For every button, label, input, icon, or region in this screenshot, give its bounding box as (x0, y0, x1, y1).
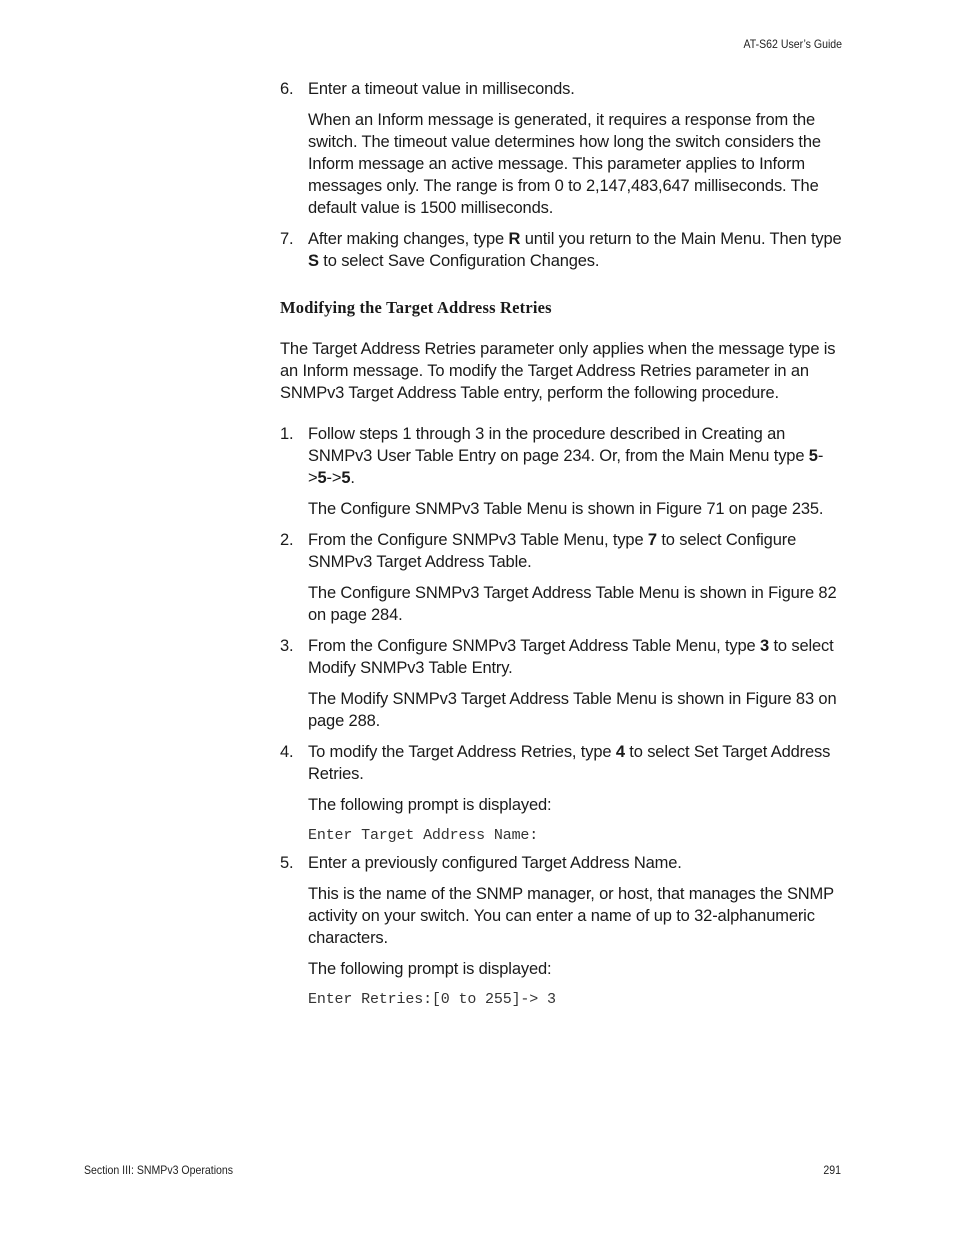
step-text: After making changes, type (308, 230, 509, 248)
key-5: 5 (808, 447, 818, 465)
step-text: to select Modify SNMPv3 Table Entry. (308, 637, 834, 677)
running-header: AT-S62 User’s Guide (743, 37, 842, 51)
step-6-detail: When an Inform message is generated, it requires a response from the switch. The timeout value determines how long the switch considers the Inform message an active message. This parameter applies to Inform messages only. The range is from 0 to 2,147,483,647 milliseconds. The default value is 1500 milliseconds. (308, 111, 821, 217)
step-text: to select Save Configuration Changes. (318, 252, 600, 270)
step-1 (280, 423, 845, 489)
footer-section: Section III: SNMPv3 Operations (84, 1163, 234, 1177)
footer-page-number: 291 (823, 1163, 841, 1177)
step-3-detail: The Modify SNMPv3 Target Address Table Menu is shown in Figure 83 on page 288. (308, 690, 837, 730)
key-s: S (308, 252, 319, 270)
step-1-detail: The Configure SNMPv3 Table Menu is shown in Figure 71 on page 235. (308, 500, 824, 518)
step-text: to select Configure SNMPv3 Target Address Table. (308, 531, 797, 571)
step-text-end: . (350, 469, 355, 487)
step-number: 3. (280, 637, 294, 655)
step-number: 4. (280, 743, 294, 761)
step-text: To modify the Target Address Retries, type (308, 743, 616, 761)
step-2 (280, 529, 845, 573)
step-number: 7. (280, 230, 294, 248)
step-number: 2. (280, 531, 294, 549)
key-5: 5 (317, 469, 327, 487)
step-6 (280, 78, 845, 100)
step-text: to select Set Target Address Retries. (308, 743, 831, 783)
prompt-retries: Enter Retries:[0 to 255]-> 3 (308, 991, 556, 1008)
page-content (280, 78, 845, 1016)
step-text: From the Configure SNMPv3 Target Address Table Menu, type (308, 637, 761, 655)
key-separator: -> (326, 469, 342, 487)
step-number: 6. (280, 80, 294, 98)
key-7: 7 (647, 531, 657, 549)
section-heading: Modifying the Target Address Retries (280, 298, 552, 317)
step-3 (280, 635, 845, 679)
step-text: Enter a previously configured Target Address Name. (308, 854, 682, 872)
key-3: 3 (760, 637, 770, 655)
prompt-target-address-name: Enter Target Address Name: (308, 827, 539, 844)
step-5 (280, 852, 845, 874)
step-text: Enter a timeout value in milliseconds. (308, 80, 575, 98)
step-text: Follow steps 1 through 3 in the procedure described in Creating an SNMPv3 User Table Entry on page 234. Or, from the Main Menu type (308, 425, 809, 465)
key-4: 4 (615, 743, 625, 761)
step-4-detail: The following prompt is displayed: (308, 796, 552, 814)
step-5-detail-2: The following prompt is displayed: (308, 960, 552, 978)
step-text: until you return to the Main Menu. Then type (520, 230, 842, 248)
step-number: 5. (280, 854, 294, 872)
key-separator: -> (308, 447, 824, 487)
step-7 (280, 228, 845, 272)
key-5: 5 (341, 469, 351, 487)
step-text: From the Configure SNMPv3 Table Menu, type (308, 531, 648, 549)
step-number: 1. (280, 425, 294, 443)
key-r: R (508, 230, 521, 248)
step-2-detail: The Configure SNMPv3 Target Address Table Menu is shown in Figure 82 on page 284. (308, 584, 837, 624)
section-intro: The Target Address Retries parameter only applies when the message type is an Inform message. To modify the Target Address Retries parameter in an SNMPv3 Target Address Table entry, perform the following procedure. (280, 340, 836, 402)
step-4 (280, 741, 845, 785)
step-5-detail: This is the name of the SNMP manager, or host, that manages the SNMP activity on your switch. You can enter a name of up to 32-alphanumeric characters. (308, 885, 834, 947)
